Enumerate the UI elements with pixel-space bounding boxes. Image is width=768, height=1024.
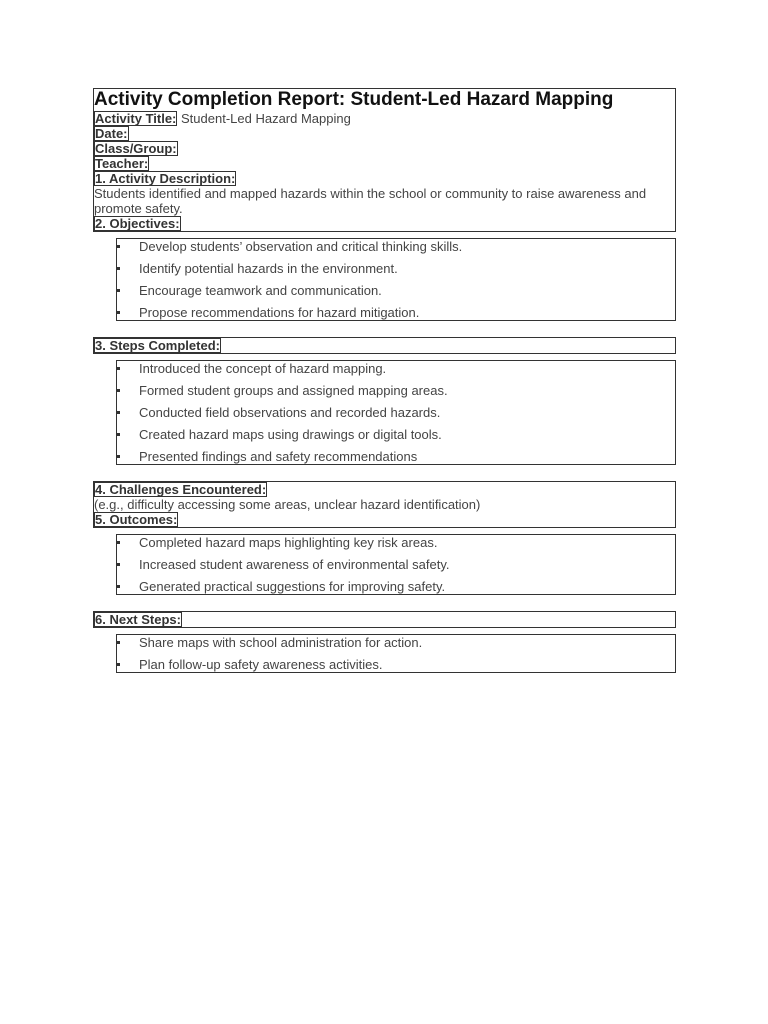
class-group-label: Class/Group: [95,141,177,156]
list-item: Plan follow-up safety awareness activities. [117,657,675,672]
teacher-label: Teacher: [95,156,149,171]
next-steps-heading-block [93,611,676,628]
objectives-heading: 2. Objectives: [95,216,180,231]
challenges-heading: 4. Challenges Encountered: [95,482,267,497]
list-item: Develop students’ observation and critical thinking skills. [117,239,675,254]
list-item: Share maps with school administration for action. [117,635,675,650]
report-title: Activity Completion Report: Student-Led Hazard Mapping [94,89,614,110]
description-heading-row [94,171,675,186]
list-item: Introduced the concept of hazard mapping. [117,361,675,376]
outcomes-heading-row [94,512,675,527]
list-item: Propose recommendations for hazard mitigation. [117,305,675,320]
description-heading: 1. Activity Description: [95,171,236,186]
list-item: Encourage teamwork and communication. [117,283,675,298]
list-item: Completed hazard maps highlighting key risk areas. [117,535,675,550]
activity-title-row [94,111,675,126]
list-item: Presented findings and safety recommendations [117,449,675,464]
list-item: Generated practical suggestions for improving safety. [117,579,675,594]
steps-heading-block [93,337,676,354]
objectives-heading-row [94,216,675,231]
challenges-text: (e.g., difficulty accessing some areas, unclear hazard identification) [94,497,481,512]
next-steps-list [116,634,676,673]
list-item: Created hazard maps using drawings or digital tools. [117,427,675,442]
challenges-block [93,481,676,528]
objectives-list [116,238,676,321]
date-row [94,126,675,141]
steps-list [116,360,676,465]
steps-heading: 3. Steps Completed: [95,338,220,353]
outcomes-heading: 5. Outcomes: [95,512,178,527]
challenges-heading-row [94,482,675,497]
list-item: Identify potential hazards in the environment. [117,261,675,276]
list-item: Formed student groups and assigned mapping areas. [117,383,675,398]
activity-title-label: Activity Title: [95,111,177,126]
activity-title-value: Student-Led Hazard Mapping [181,111,351,126]
outcomes-list [116,534,676,595]
date-label: Date: [95,126,128,141]
next-steps-heading: 6. Next Steps: [95,612,181,627]
class-group-row [94,141,675,156]
description-text: Students identified and mapped hazards within the school or community to raise awareness and promote safety. [94,186,647,216]
list-item: Conducted field observations and recorded hazards. [117,405,675,420]
teacher-row [94,156,675,171]
list-item: Increased student awareness of environmental safety. [117,557,675,572]
report-header-block [93,88,676,232]
report-page [93,88,676,689]
